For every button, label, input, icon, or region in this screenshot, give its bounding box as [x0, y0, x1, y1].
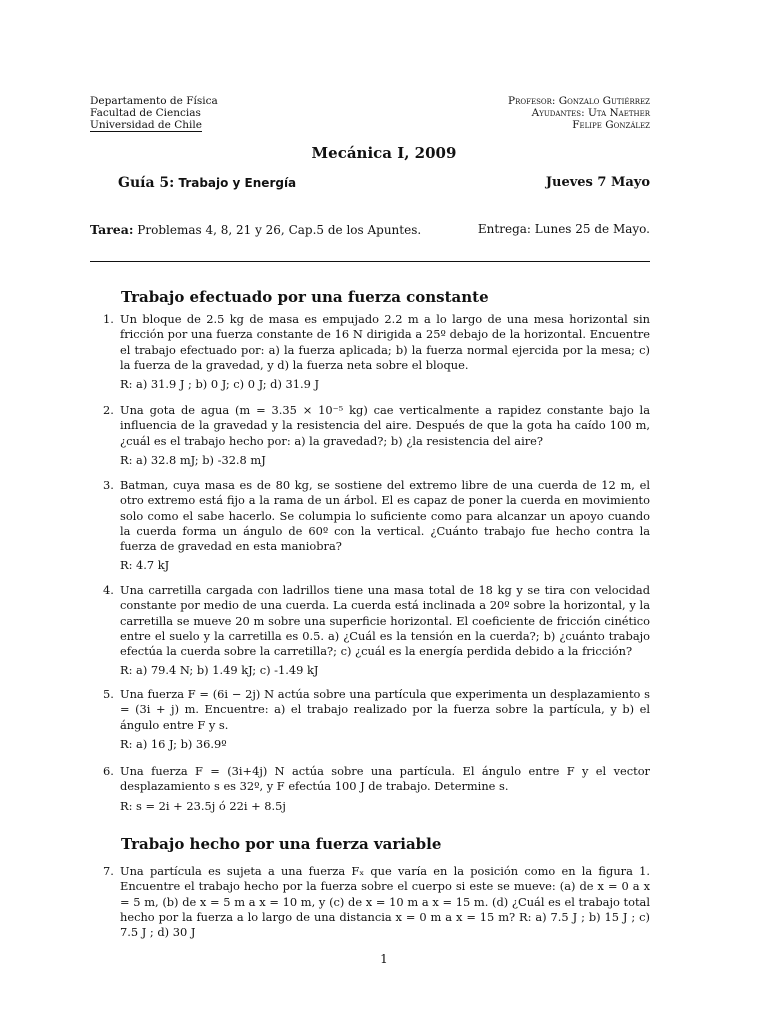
horizontal-rule [90, 261, 650, 262]
faculty-line: Facultad de Ciencias [90, 107, 201, 119]
problem-number: 6. [103, 764, 114, 778]
section-title-variable-force: Trabajo hecho por una fuerza variable [121, 835, 442, 853]
problem-number: 1. [103, 312, 114, 326]
guide-topic: Trabajo y Energía [178, 176, 297, 190]
problem-text: Batman, cuya masa es de 80 kg, se sostiene del extremo libre de una cuerda de 12 m, el otro extremo está fijo a la rama de un árbol. El es capaz de poner la cuerda en movimiento solo como el sabe hacerlo. Se columpia lo suficiente como para alcanzar un apoyo cuando la cuerda forma un ángulo de 60º con la vertical. ¿Cuánto trabajo fue hecho contra la fuerza de gravedad en esta maniobra? [120, 478, 650, 554]
problem-text: Una fuerza F = (3i+4j) N actúa sobre una partícula. El ángulo entre F y el vector desplazamiento s es 32º, y F efectúa 100 J de trabajo. Determine s. [120, 764, 650, 794]
problem-answer: R: a) 32.8 mJ; b) -32.8 mJ [120, 452, 266, 467]
problem-text: Un bloque de 2.5 kg de masa es empujado 2.2 m a lo largo de una mesa horizontal sin fricción por una fuerza constante de 16 N dirigida a 25º debajo de la horizontal. Encuentre el trabajo efectuado por: a) la fuerza aplicada; b) la fuerza normal ejercida por la mesa; c) la fuerza de la gravedad, y d) la fuerza neta sobre el bloque. [120, 312, 650, 372]
university-line: Universidad de Chile [90, 119, 202, 131]
problem-text: Una carretilla cargada con ladrillos tiene una masa total de 18 kg y se tira con velocidad constante por medio de una cuerda. La cuerda está inclinada a 20º sobre la horizontal, y la carretilla se mueve 20 m sobre una superficie horizontal. El coeficiente de fricción cinético entre el suelo y la carretilla es 0.5. a) ¿Cuál es la tensión en la cuerda?; b) ¿cuánto trabajo efectúa la cuerda sobre la carretilla?; c) ¿cuál es la energía perdida debido a la fricción? [120, 583, 650, 659]
course-title: Mecánica I, 2009 [311, 144, 457, 162]
department-block [90, 95, 218, 132]
problem-answer: R: a) 79.4 N; b) 1.49 kJ; c) -1.49 kJ [120, 663, 319, 678]
problem-number: 7. [103, 864, 114, 878]
section-title-constant-force: Trabajo efectuado por una fuerza constante [121, 288, 489, 306]
problem-number: 3. [103, 478, 114, 492]
guide-date: Jueves 7 Mayo [545, 175, 650, 190]
problem-text: Una fuerza F = (6i − 2j) N actúa sobre una partícula que experimenta un desplazamiento s = (3i + j) m. Encuentre: a) el trabajo realizado por la fuerza sobre la partícula, y b) el ángulo entre F y s. [120, 687, 650, 732]
problem-item [90, 687, 650, 752]
problem-answer: R: 4.7 kJ [120, 558, 170, 573]
assistant2-line: Felipe González [572, 119, 650, 131]
homework-label: Tarea: [90, 222, 134, 237]
problem-number: 4. [103, 583, 114, 597]
page-number: 1 [380, 952, 388, 966]
problem-item [90, 312, 650, 392]
problem-item [90, 864, 650, 940]
problem-answer: R: a) 16 J; b) 36.9º [120, 736, 227, 751]
staff-block [508, 95, 650, 131]
guide-label: Guía 5: [118, 175, 175, 191]
homework-text: Problemas 4, 8, 21 y 26, Cap.5 de los Apuntes. [137, 223, 422, 237]
guide-heading [118, 175, 296, 191]
due-date: Entrega: Lunes 25 de Mayo. [477, 222, 650, 236]
problem-item [90, 764, 650, 814]
homework-line [90, 222, 421, 237]
assistants-line: Ayudantes: Uta Naether [531, 107, 650, 119]
department-line: Departamento de Física [90, 95, 218, 107]
problem-answer: R: s = 2i + 23.5j ó 22i + 8.5j [120, 798, 286, 813]
problem-item [90, 583, 650, 679]
problem-text: Una partícula es sujeta a una fuerza Fₓ que varía en la posición como en la figura 1. Encuentre el trabajo hecho por la fuerza sobre el cuerpo si este se mueve: (a) de x = 0 a x = 5 m, (b) de x = 5 m a x = 10 m, y (c) de x = 10 m a x = 15 m. (d) ¿Cuál es el trabajo total hecho por la fuerza a lo largo de una distancia x = 0 m a x = 15 m? R: a) 7.5 J ; b) 15 J ; c) 7.5 J ; d) 30 J [120, 864, 650, 940]
problem-answer: R: a) 31.9 J ; b) 0 J; c) 0 J; d) 31.9 J [120, 377, 320, 392]
problem-item [90, 478, 650, 574]
problem-number: 2. [103, 403, 114, 417]
problem-number: 5. [103, 687, 114, 701]
professor-line: Profesor: Gonzalo Gutiérrez [508, 95, 650, 107]
problem-item [90, 403, 650, 468]
problem-text: Una gota de agua (m = 3.35 × 10⁻⁵ kg) cae verticalmente a rapidez constante bajo la influencia de la gravedad y la resistencia del aire. Después de que la gota ha caído 100 m, ¿cuál es el trabajo hecho por: a) la gravedad?; b) ¿la resistencia del aire? [120, 403, 650, 448]
